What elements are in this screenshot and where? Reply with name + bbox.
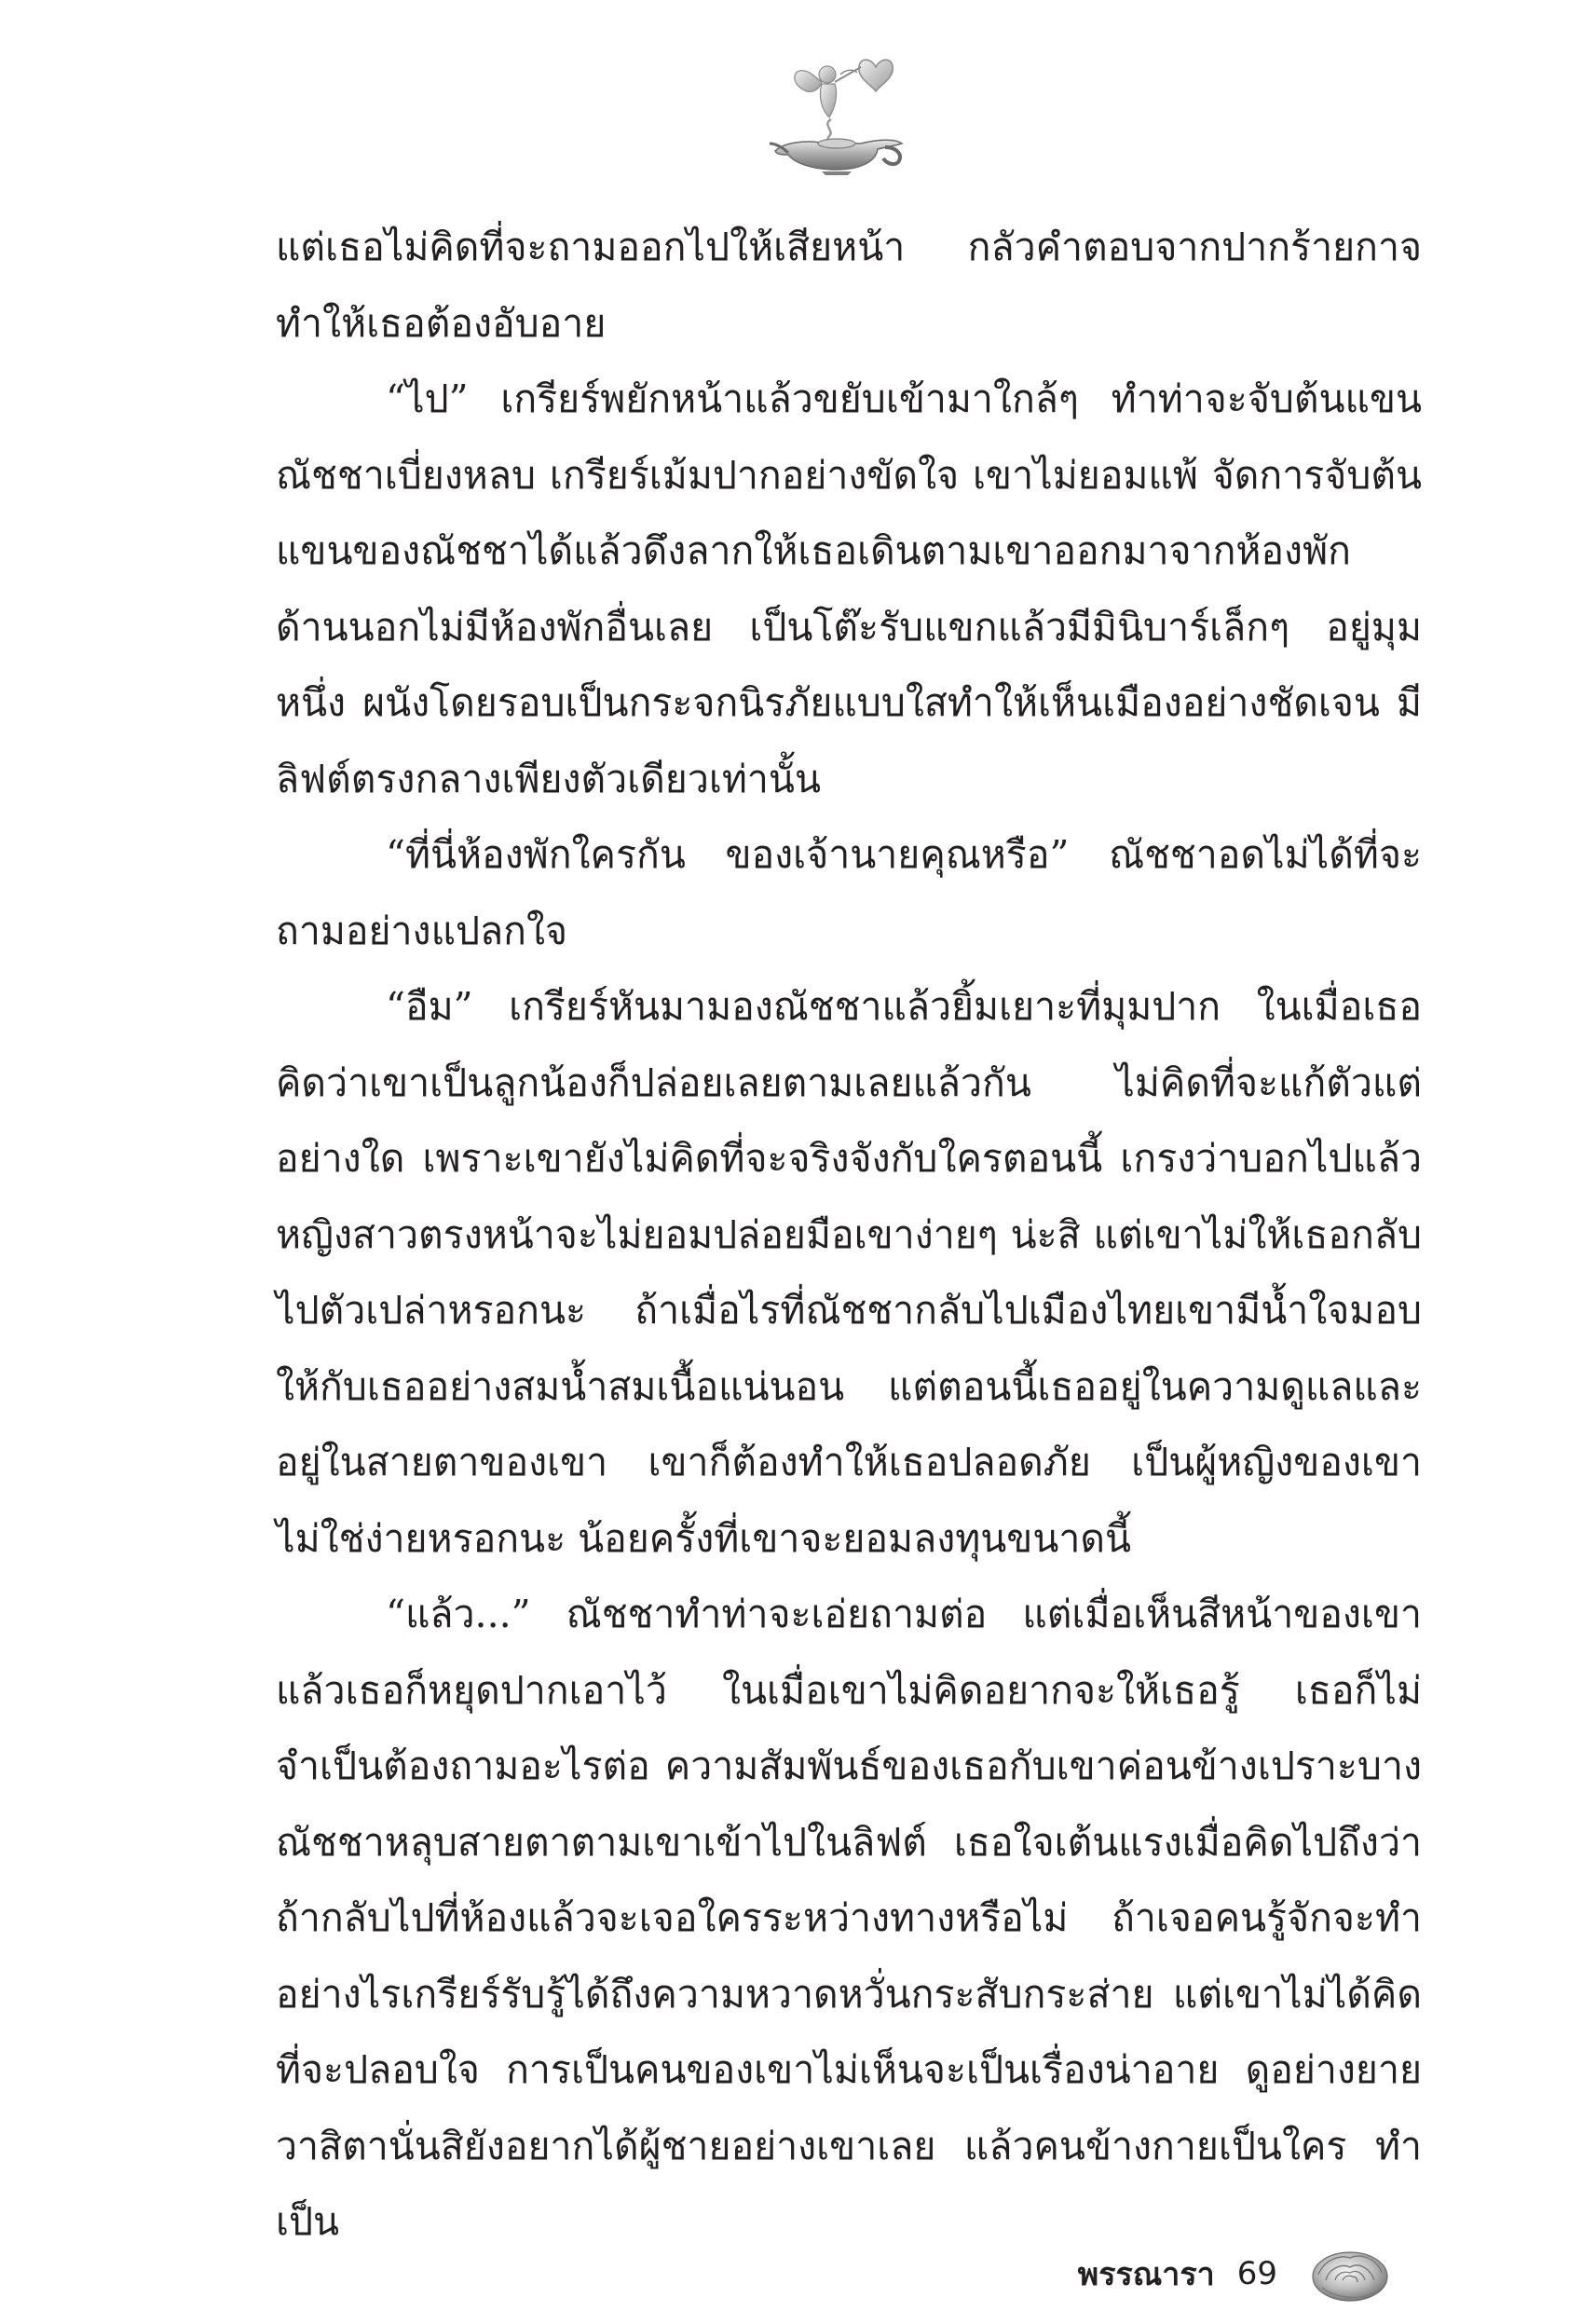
paragraph: “อืม” เกรียร์หันมามองณัชชาแล้วยิ้มเยาะที่มุมปาก ในเมื่อเธอคิดว่าเขาเป็นลูกน้องก็ปล่อยเลยตามเลยแล้วกัน ไม่คิดที่จะแก้ตัวแต่อย่างใด เพราะเขายังไม่คิดที่จะจริงจังกับใครตอนนี้ เกรงว่าบอกไปแล้วหญิงสาวตรงหน้าจะไม่ยอมปล่อยมือเขาง่ายๆ น่ะสิ แต่เขาไม่ให้เธอกลับไปตัวเปล่าหรอกนะ ถ้าเมื่อไรที่ณัชชากลับไปเมืองไทยเขามีน้ำใจมอบให้กับเธออย่างสมน้ำสมเนื้อแน่นอน แต่ตอนนี้เธออยู่ในความดูแลและอยู่ในสายตาของเขา เขาก็ต้องทำให้เธอปลอดภัย เป็นผู้หญิงของเขาไม่ใช่ง่ายหรอกนะ น้อยครั้งที่เขาจะยอมลงทุนขนาดนี้ (276, 984, 1422, 1561)
rose-icon (1309, 2243, 1391, 2304)
paragraph: แต่เธอไม่คิดที่จะถามออกไปให้เสียหน้า กลัวคำตอบจากปากร้ายกาจทำให้เธอต้องอับอาย (276, 225, 1422, 346)
running-title: พรรณารา (1077, 2256, 1215, 2293)
genie-lamp-cupid-icon (757, 47, 915, 177)
paragraph: “ที่นี่ห้องพักใครกัน ของเจ้านายคุณหรือ” ณัชชาอดไม่ได้ที่จะถามอย่างแปลกใจ (276, 832, 1422, 953)
body-text (276, 210, 1422, 2261)
paragraph: “ไป” เกรียร์พยักหน้าแล้วขยับเข้ามาใกล้ๆ ทำท่าจะจับต้นแขนณัชชาเบี่ยงหลบ เกรียร์เม้มปากอย่างขัดใจ เขาไม่ยอมแพ้ จัดการจับต้นแขนของณัชชาได้แล้วดึงลากให้เธอเดินตามเขาออกมาจากห้องพักด้านนอกไม่มีห้องพักอื่นเลย เป็นโต๊ะรับแขกแล้วมีมินิบาร์เล็กๆ อยู่มุมหนึ่ง ผนังโดยรอบเป็นกระจกนิรภัยแบบใสทำให้เห็นเมืองอย่างชัดเจน มีลิฟต์ตรงกลางเพียงตัวเดียวเท่านั้น (276, 376, 1422, 801)
page-footer (1078, 2236, 1391, 2311)
paragraph: “แล้ว...” ณัชชาทำท่าจะเอ่ยถามต่อ แต่เมื่อเห็นสีหน้าของเขาแล้วเธอก็หยุดปากเอาไว้ ในเมื่อเขาไม่คิดอยากจะให้เธอรู้ เธอก็ไม่จำเป็นต้องถามอะไรต่อ ความสัมพันธ์ของเธอกับเขาค่อนข้างเปราะบาง ณัชชาหลุบสายตาตามเขาเข้าไปในลิฟต์ เธอใจเต้นแรงเมื่อคิดไปถึงว่าถ้ากลับไปที่ห้องแล้วจะเจอใครระหว่างทางหรือไม่ ถ้าเจอคนรู้จักจะทำอย่างไรเกรียร์รับรู้ได้ถึงความหวาดหวั่นกระสับกระส่าย แต่เขาไม่ได้คิดที่จะปลอบใจ การเป็นคนของเขาไม่เห็นจะเป็นเรื่องน่าอาย ดูอย่างยายวาสิตานั่นสิยังอยากได้ผู้ชายอย่างเขาเลย แล้วคนข้างกายเป็นใคร ทำเป็น (276, 1592, 1422, 2244)
page-number: 69 (1236, 2255, 1277, 2292)
